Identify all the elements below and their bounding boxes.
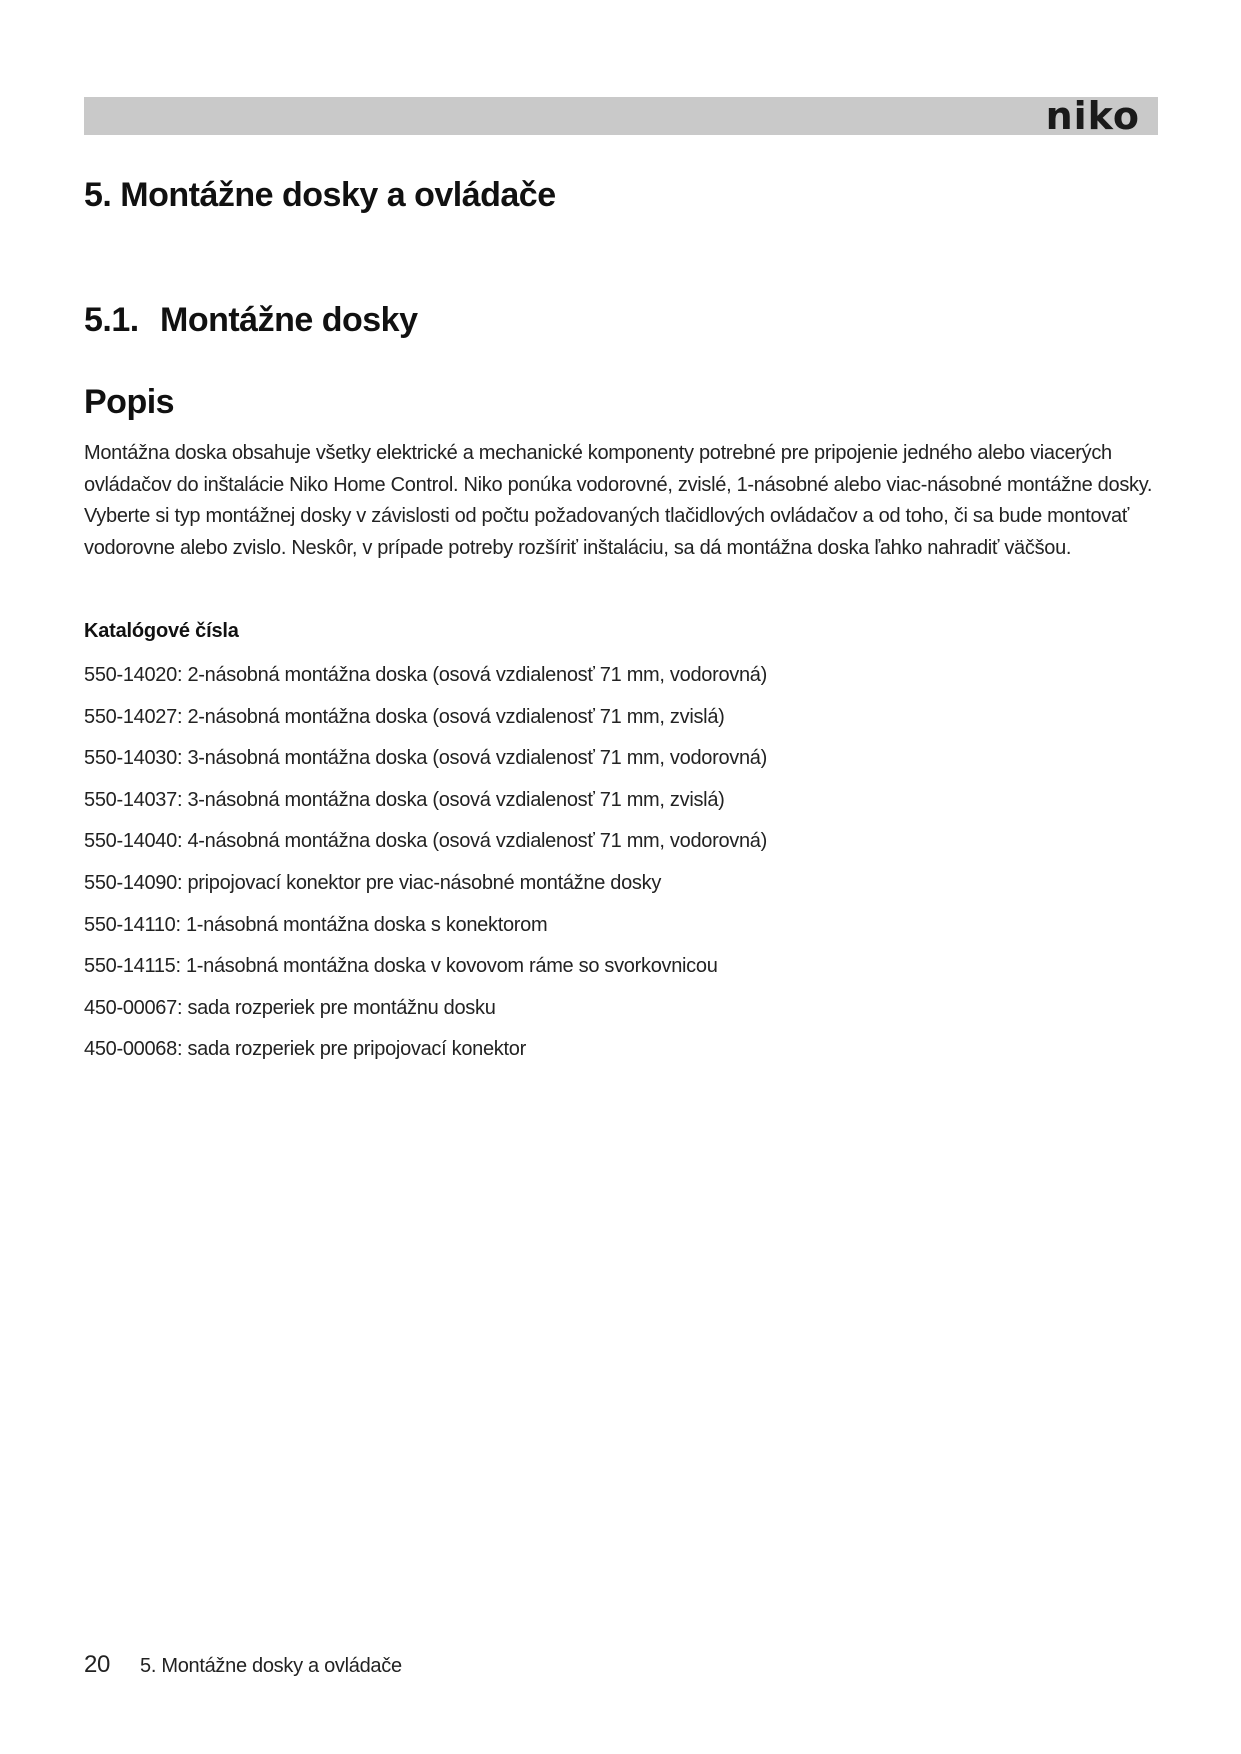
subsection-title: Popis bbox=[84, 383, 175, 421]
header-bar bbox=[84, 94, 1158, 138]
catalog-item: 550-14110: 1-násobná montážna doska s konektorom bbox=[84, 913, 548, 936]
page-footer bbox=[84, 1651, 402, 1679]
catalog-item: 550-14037: 3-násobná montážna doska (osová vzdialenosť 71 mm, zvislá) bbox=[84, 788, 725, 811]
section-heading bbox=[84, 301, 417, 340]
catalog-item: 550-14090: pripojovací konektor pre viac-násobné montážne dosky bbox=[84, 871, 662, 894]
description-paragraph: Montážna doska obsahuje všetky elektrické a mechanické komponenty potrebné pre pripojenie jedného alebo viacerých ovládačov do inštalácie Niko Home Control. Niko ponúka vodorovné, zvislé, 1-násobné alebo viac-násobné montážne dosky. Vyberte si typ montážnej dosky v závislosti od počtu požadovaných tlačidlových ovládačov a od toho, či sa bude montovať vodorovne alebo zvislo. Neskôr, v prípade potreby rozšíriť inštaláciu, sa dá montážna doska ľahko nahradiť väčšou. bbox=[84, 442, 1153, 559]
catalog-item: 450-00067: sada rozperiek pre montážnu dosku bbox=[84, 996, 496, 1019]
catalog-item: 550-14115: 1-násobná montážna doska v kovovom ráme so svorkovnicou bbox=[84, 955, 718, 978]
catalog-list bbox=[84, 660, 1084, 1076]
footer-text: 5. Montážne dosky a ovládače bbox=[140, 1655, 402, 1677]
catalog-item: 550-14027: 2-násobná montážna doska (osová vzdialenosť 71 mm, zvislá) bbox=[84, 705, 725, 728]
catalog-heading: Katalógové čísla bbox=[84, 620, 239, 642]
chapter-title: 5. Montážne dosky a ovládače bbox=[84, 176, 556, 214]
page-number: 20 bbox=[84, 1651, 111, 1678]
catalog-item: 450-00068: sada rozperiek pre pripojovací konektor bbox=[84, 1038, 526, 1061]
niko-logo: niko bbox=[1045, 94, 1140, 138]
catalog-item: 550-14030: 3-násobná montážna doska (osová vzdialenosť 71 mm, vodorovná) bbox=[84, 747, 767, 770]
section-title: Montážne dosky bbox=[160, 301, 418, 339]
section-number: 5.1. bbox=[84, 301, 139, 339]
catalog-item: 550-14020: 2-násobná montážna doska (osová vzdialenosť 71 mm, vodorovná) bbox=[84, 664, 767, 686]
catalog-item: 550-14040: 4-násobná montážna doska (osová vzdialenosť 71 mm, vodorovná) bbox=[84, 830, 767, 853]
